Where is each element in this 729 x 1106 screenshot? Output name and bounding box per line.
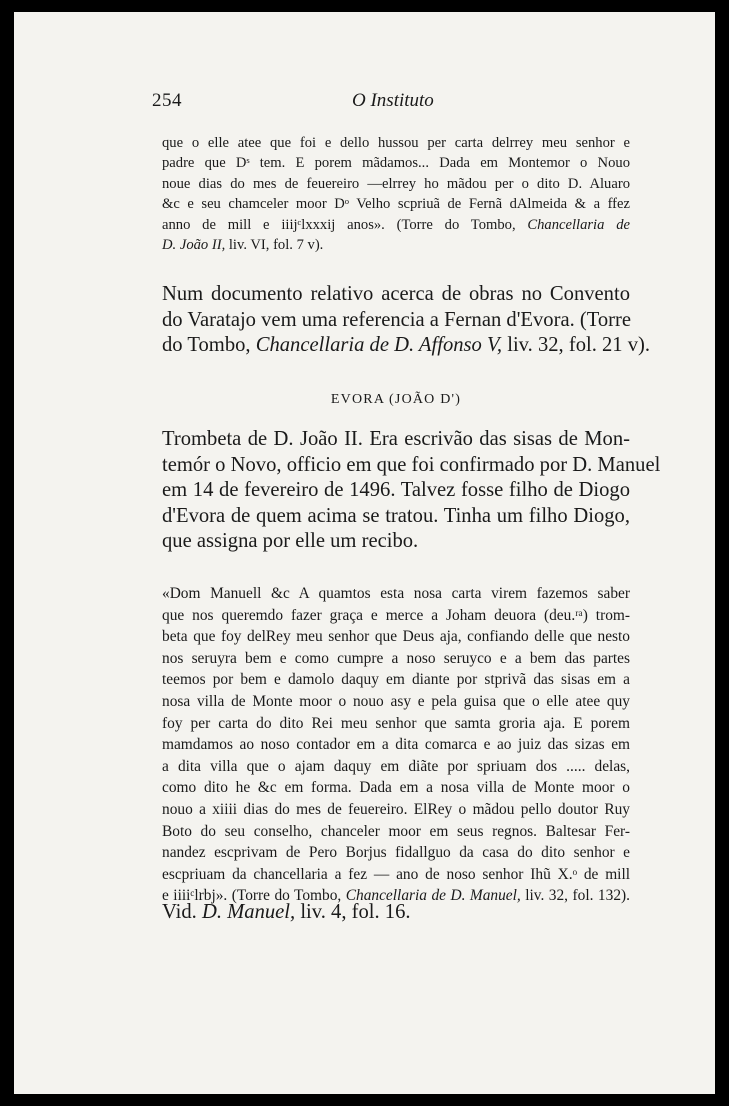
text-line: D. João II, liv. VI, fol. 7 v).: [162, 237, 324, 254]
book-page: [14, 12, 715, 1094]
quoted-document-excerpt: [162, 133, 630, 255]
section-heading: EVORA (JOÃO D'): [330, 392, 462, 407]
text-line: como dito he &c em forma. Dada em a nosa villa de Monte moor o: [162, 779, 630, 797]
text-line: que o elle atee que foi e dello hussou per carta delrrey meu senhor e: [162, 135, 630, 151]
text-line: foy per carta do dito Rei meu senhor que samta groria aja. E porem: [162, 714, 630, 732]
paragraph-trombeta: [162, 427, 661, 555]
text-line: d'Evora de quem acima se tratou. Tinha um filho Diogo,: [162, 504, 630, 527]
text-line: em 14 de fevereiro de 1496. Talvez fosse filho de Diogo: [162, 479, 630, 501]
text-line: do Tombo, Chancellaria de D. Affonso V, liv. 32, fol. 21 v).: [162, 334, 651, 356]
text-line: temór o Novo, officio em que foi confirmado por D. Manuel: [162, 453, 661, 476]
text-line: nandez escprivam de Pero Borjus fidallguo da casa do dito senhor e: [162, 844, 630, 862]
text-line: Boto do seu conselho, chanceler moor em seus regnos. Baltesar Fer-: [162, 822, 630, 840]
text-line: nosa villa de Monte moor o nouo asy e pela guisa que o elle atee quy: [162, 692, 630, 710]
text-line: Trombeta de D. João II. Era escrivão das sisas de Mon-: [162, 428, 630, 450]
text-line: &c e seu chamceler moor Dᵒ Velho scpriuã de Fernã dAlmeida & a ffez: [162, 196, 630, 213]
text-line: padre que Dˢ tem. E porem mãdamos... Dada em Montemor o Nouo: [162, 155, 630, 172]
text-line: teemos por bem e damolo daquy em diante por stprivã das sisas em a: [162, 671, 630, 689]
text-line: nouo a xiiii dias do mes de feuereiro. ElRey o mãdou pello doutor Ruy: [162, 800, 630, 818]
text-line: que assigna por elle um recibo.: [162, 530, 419, 552]
paragraph-reference: [162, 900, 630, 926]
quoted-royal-letter: [162, 583, 630, 907]
text-line: do Varatajo vem uma referencia a Fernan d'Evora. (Torre: [162, 308, 632, 331]
text-line: nos seruyra bem e como cumpre a noso seruyco e a bem das partes: [162, 649, 630, 667]
text-line: e iiiiᶜlrbj». (Torre do Tombo, Chancellaria de D. Manuel, liv. 32, fol. 132).: [162, 887, 630, 905]
text-line: Num documento relativo acerca de obras no Convento: [162, 283, 630, 305]
text-line: anno de mill e iiijᶜlxxxij anos». (Torre do Tombo, Chancellaria de: [162, 216, 630, 233]
text-line: que nos queremdo fazer graça e merce a Joham deuora (deu.ʳᵃ) trom-: [162, 606, 630, 624]
text-line: escpriuam da chancellaria a fez — ano de noso senhor Ihũ X.ᵒ de mill: [162, 865, 630, 883]
text-line: a dita villa que o ajam daquy em diãte por spriuam dos ..... delas,: [162, 757, 630, 775]
page-header: [152, 90, 622, 120]
paragraph-convento: [162, 282, 651, 359]
text-line: noue dias do mes de feuereiro —elrrey ho mãdou per o dito D. Aluaro: [162, 175, 630, 192]
text-line: «Dom Manuell &c A quamtos esta nosa carta virem fazemos saber: [162, 585, 630, 602]
text-line: Vid. D. Manuel, liv. 4, fol. 16.: [162, 901, 411, 923]
running-title: O Instituto: [352, 90, 434, 111]
page-number: 254: [152, 90, 182, 111]
text-line: beta que foy delRey meu senhor que Deus aja, confiando delle que nesto: [162, 628, 630, 646]
text-line: mamdamos ao noso contador em a dita comarca e ao juiz das sizas em: [162, 736, 630, 754]
